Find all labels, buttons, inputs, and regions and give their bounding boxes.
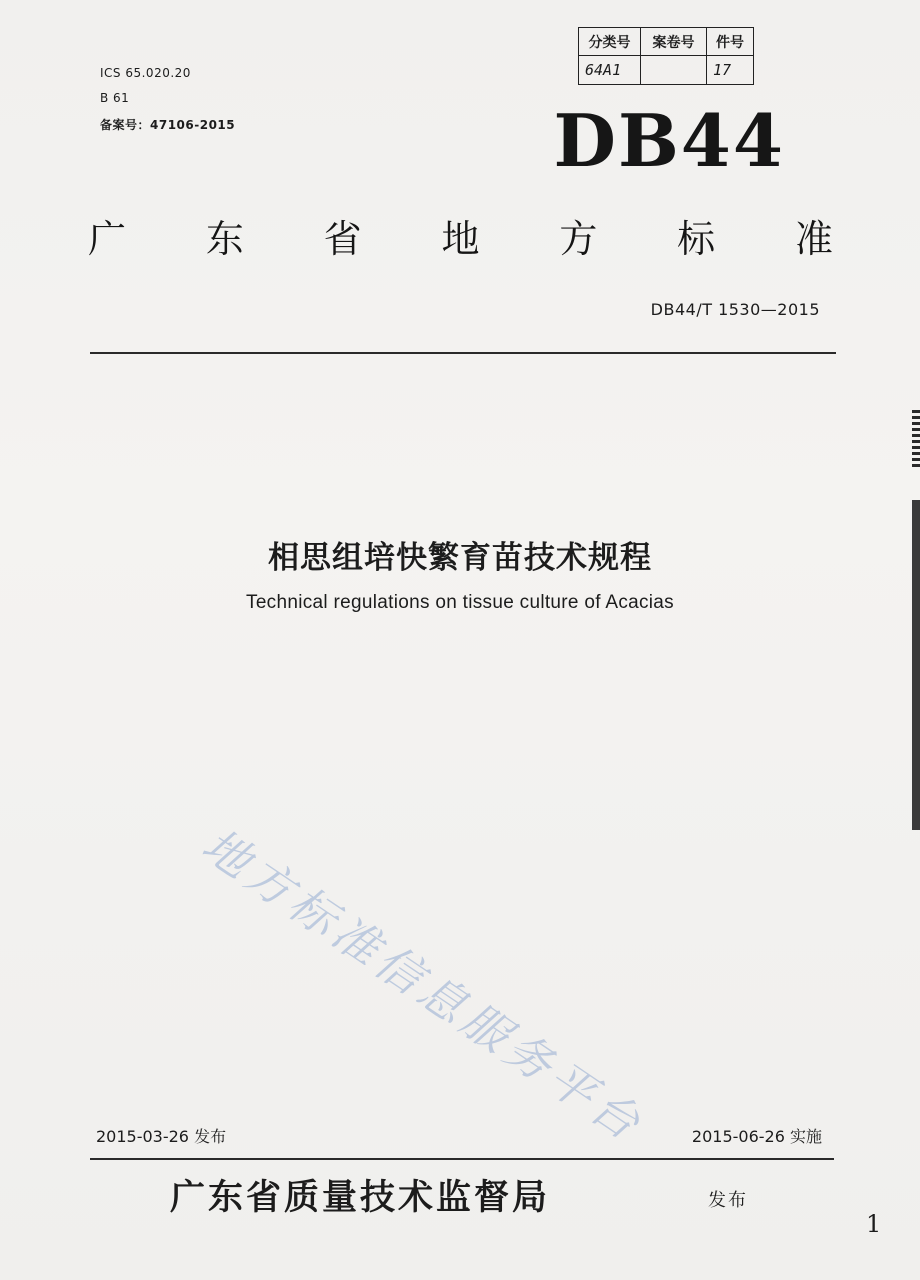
watermark-text: 地方标准信息服务平台 bbox=[192, 817, 655, 1154]
standard-type-title bbox=[88, 208, 833, 263]
standard-title-char: 地 bbox=[441, 217, 480, 261]
standard-title-char: 标 bbox=[677, 217, 716, 261]
stamp-header-file: 案卷号 bbox=[641, 28, 707, 56]
record-number: 备案号：47106-2015 bbox=[100, 118, 236, 132]
classification-code: B 61 bbox=[100, 91, 130, 105]
implementation-date: 2015-06-26 实施 bbox=[691, 1127, 822, 1146]
standard-title-char: 东 bbox=[205, 217, 244, 261]
issue-date: 2015-03-26 发布 bbox=[96, 1127, 227, 1146]
standard-title-char: 方 bbox=[559, 217, 598, 261]
footer-divider bbox=[90, 1158, 834, 1160]
standard-title-char: 省 bbox=[323, 217, 362, 261]
scan-edge-marks bbox=[912, 410, 920, 470]
db44-logo: DB44 bbox=[553, 98, 785, 183]
stamp-header-item: 件号 bbox=[707, 28, 753, 56]
header-divider bbox=[90, 352, 836, 354]
scan-edge-bar bbox=[912, 500, 920, 830]
document-title-english: Technical regulations on tissue culture of Acacias bbox=[246, 592, 674, 613]
archive-stamp bbox=[578, 27, 754, 85]
publisher-name: 广东省质量技术监督局 bbox=[170, 1177, 551, 1218]
stamp-value-category: 64A1 bbox=[579, 56, 641, 84]
publish-label: 发布 bbox=[708, 1190, 748, 1211]
standard-title-char: 准 bbox=[794, 217, 833, 261]
document-title-chinese: 相思组培快繁育苗技术规程 bbox=[268, 540, 652, 576]
standard-title-char: 广 bbox=[88, 217, 127, 261]
page-number: 1 bbox=[866, 1210, 882, 1238]
stamp-header-category: 分类号 bbox=[579, 28, 641, 56]
standard-number: DB44/T 1530—2015 bbox=[650, 300, 820, 319]
stamp-value-item: 17 bbox=[713, 61, 732, 79]
stamp-value-file bbox=[641, 56, 707, 84]
ics-code: ICS 65.020.20 bbox=[100, 66, 191, 80]
